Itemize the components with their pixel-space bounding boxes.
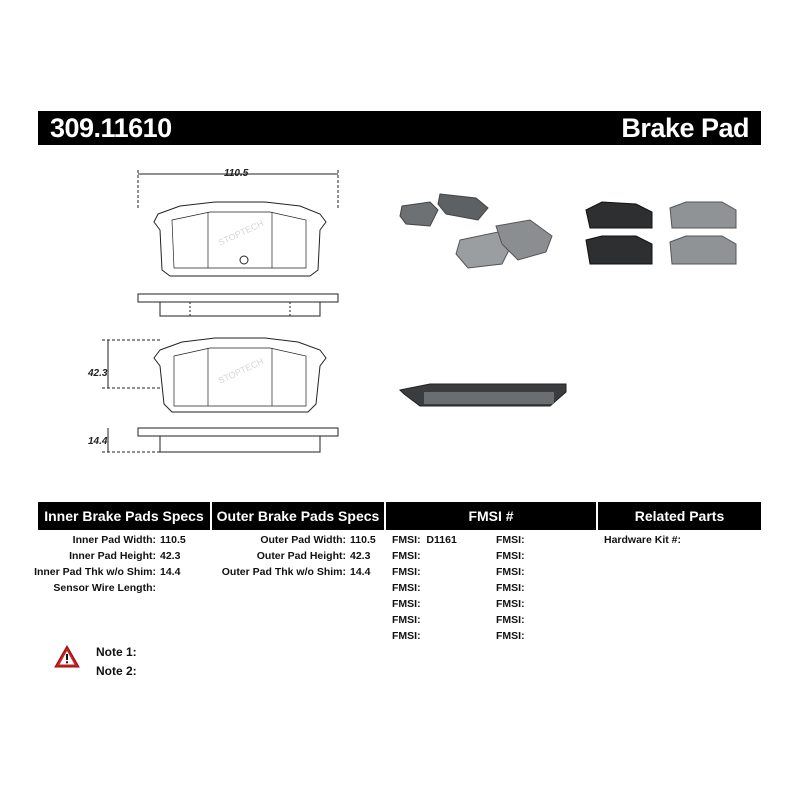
spec-value: 14.4: [160, 566, 181, 578]
fmsi-row: [496, 532, 596, 548]
fmsi-row: [392, 548, 492, 564]
warning-triangle-icon: [54, 645, 80, 669]
fmsi-row: [392, 628, 492, 644]
fmsi-label: FMSI:: [392, 550, 421, 562]
pad-side-view-2: [138, 428, 338, 436]
product-type: Brake Pad: [621, 113, 749, 143]
inner-spec-row: [38, 548, 210, 564]
spec-label: Outer Pad Thk w/o Shim:: [221, 566, 346, 578]
fmsi-label: FMSI:: [392, 614, 421, 626]
fmsi-row: [392, 564, 492, 580]
pad-set-photo-2: [586, 202, 736, 264]
inner-spec-row: [34, 564, 210, 580]
spec-label: Inner Pad Width:: [72, 534, 156, 546]
title-bar: [38, 111, 761, 145]
spec-value: 42.3: [350, 550, 371, 562]
width-dimension: 110.5: [224, 168, 249, 179]
pad-side-view-1: [138, 294, 338, 302]
part-number: 309.11610: [50, 113, 172, 143]
fmsi-label: FMSI:: [392, 582, 421, 594]
related-part-row: [604, 532, 759, 548]
outer-specs-table: [212, 532, 384, 580]
fmsi-value: D1161: [426, 534, 457, 546]
fmsi-row: [392, 580, 492, 596]
fmsi-label: FMSI:: [496, 534, 525, 546]
inner-specs-table: [34, 532, 210, 596]
fmsi-label: FMSI:: [496, 566, 525, 578]
svg-text:STOPTECH: STOPTECH: [216, 218, 266, 248]
inner-specs-header: Inner Brake Pads Specs: [38, 502, 210, 530]
fmsi-right-column: [496, 532, 596, 644]
related-parts-header: Related Parts: [598, 502, 761, 530]
product-photos: [390, 180, 770, 420]
height-dimension: 42.3: [88, 368, 108, 379]
fmsi-label: FMSI:: [496, 614, 525, 626]
related-part-label: Hardware Kit #:: [604, 534, 682, 546]
outer-spec-row: [212, 548, 384, 564]
fmsi-row: [496, 564, 596, 580]
spec-label: Inner Pad Thk w/o Shim:: [34, 566, 156, 578]
fmsi-row: [392, 532, 492, 548]
outer-specs-header: Outer Brake Pads Specs: [212, 502, 384, 530]
spec-label: Outer Pad Height:: [256, 550, 346, 562]
fmsi-label: FMSI:: [496, 630, 525, 642]
fmsi-label: FMSI:: [392, 566, 421, 578]
fmsi-row: [496, 628, 596, 644]
spec-value: 110.5: [350, 534, 376, 546]
inner-spec-row: [38, 580, 210, 596]
fmsi-row: [392, 596, 492, 612]
fmsi-row: [392, 612, 492, 628]
fmsi-header: FMSI #: [386, 502, 596, 530]
fmsi-row: [496, 596, 596, 612]
inner-spec-row: [38, 532, 210, 548]
fmsi-row: [496, 580, 596, 596]
fmsi-label: FMSI:: [496, 582, 525, 594]
related-parts-table: [604, 532, 759, 548]
spec-label: Inner Pad Height:: [69, 550, 156, 562]
pad-edge-photo: [400, 384, 566, 406]
svg-text:STOPTECH: STOPTECH: [216, 356, 266, 386]
pad-top-view-outline: [154, 202, 326, 276]
technical-drawing: [80, 160, 380, 460]
fmsi-label: FMSI:: [496, 550, 525, 562]
note-1: Note 1:: [96, 645, 137, 659]
spec-value: 14.4: [350, 566, 371, 578]
spec-label: Outer Pad Width:: [260, 534, 346, 546]
spec-value: 42.3: [160, 550, 181, 562]
fmsi-label: FMSI:: [496, 598, 525, 610]
spec-value: 110.5: [160, 534, 186, 546]
spec-label: Sensor Wire Length:: [53, 582, 156, 594]
fmsi-label: FMSI:: [392, 598, 421, 610]
fmsi-row: [496, 612, 596, 628]
pad-set-photo-1: [400, 194, 552, 268]
thickness-dimension: 14.4: [88, 436, 108, 447]
fmsi-left-column: [392, 532, 492, 644]
outer-spec-row: [212, 564, 384, 580]
note-2: Note 2:: [96, 664, 137, 678]
fmsi-row: [496, 548, 596, 564]
fmsi-label: FMSI:: [392, 630, 421, 642]
outer-spec-row: [212, 532, 384, 548]
fmsi-label: FMSI:: [392, 534, 421, 546]
